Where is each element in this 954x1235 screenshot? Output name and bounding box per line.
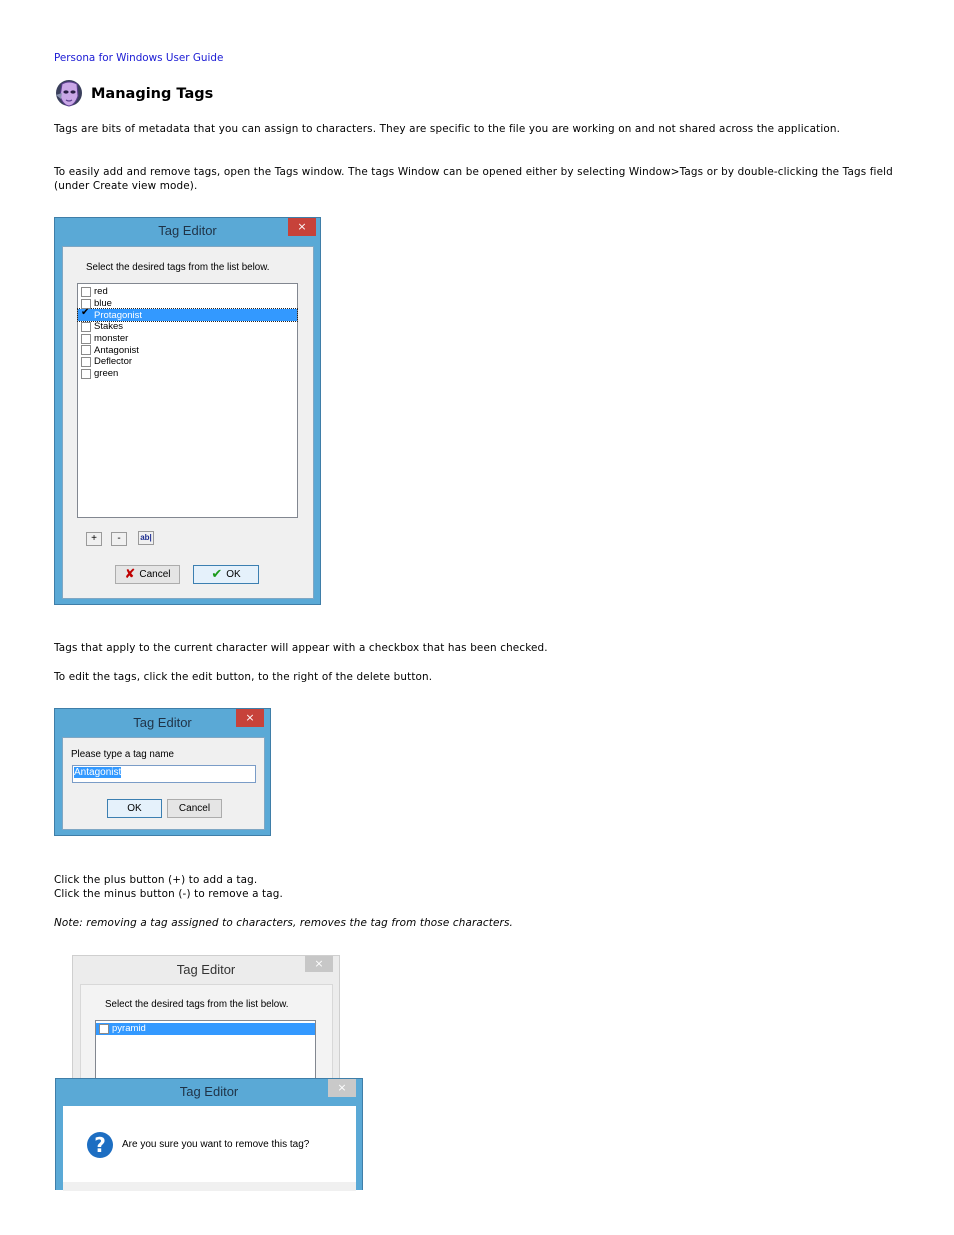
remove-tag-paragraph: Click the minus button (-) to remove a tag.: [54, 888, 284, 900]
cancel-button[interactable]: [167, 799, 222, 818]
tag-name-input[interactable]: [72, 765, 256, 783]
add-tag-paragraph: Click the plus button (+) to add a tag.: [54, 874, 258, 886]
dialog-instruction: Select the desired tags from the list below.: [105, 999, 289, 1010]
checkmark-icon: ✔: [211, 567, 223, 582]
tag-label: Deflector: [94, 356, 133, 368]
close-button[interactable]: ×: [305, 956, 333, 972]
tag-label: green: [94, 368, 119, 380]
close-button[interactable]: ×: [236, 709, 264, 727]
tag-checkbox[interactable]: [81, 287, 91, 297]
tag-item-monster[interactable]: [78, 333, 297, 345]
tag-checkbox[interactable]: [81, 369, 91, 379]
tag-name-dialog: [54, 708, 271, 836]
tag-checkbox[interactable]: [81, 334, 91, 344]
tag-item-blue[interactable]: [78, 298, 297, 310]
ok-label: OK: [127, 803, 142, 814]
tag-label: blue: [94, 298, 112, 310]
tag-item-red[interactable]: [78, 286, 297, 298]
tag-list[interactable]: [77, 283, 298, 518]
tag-checkbox[interactable]: [81, 357, 91, 367]
tag-label: monster: [94, 333, 129, 345]
tag-item-deflector[interactable]: [78, 356, 297, 368]
ok-label: OK: [226, 569, 241, 580]
dialog-client: [62, 246, 314, 599]
checked-tags-paragraph: Tags that apply to the current character will appear with a checkbox that has been checked.: [54, 642, 548, 654]
confirm-remove-dialog: [55, 1078, 363, 1190]
tag-name-prompt: Please type a tag name: [71, 749, 174, 760]
dialog-instruction: Select the desired tags from the list below.: [86, 262, 270, 273]
dialog-title: Tag Editor: [176, 962, 236, 977]
tag-editor-dialog: [54, 217, 321, 605]
confirm-message: Are you sure you want to remove this tag?: [122, 1139, 310, 1150]
question-icon: ?: [87, 1132, 113, 1158]
edit-tags-paragraph: To edit the tags, click the edit button, to the right of the delete button.: [54, 671, 433, 683]
tag-label: Protagonist: [94, 309, 143, 321]
add-tag-button[interactable]: +: [86, 532, 102, 546]
dialog-title: Tag Editor: [158, 223, 217, 238]
intro-paragraph: Tags are bits of metadata that you can assign to characters. They are specific to the file you are working on and not shared across the application.: [54, 123, 841, 135]
dialog-footer: [63, 1182, 356, 1191]
cancel-label: Cancel: [139, 569, 171, 580]
note-paragraph: Note: removing a tag assigned to characters, removes the tag from those characters.: [54, 917, 513, 929]
remove-tag-button[interactable]: -: [111, 532, 127, 546]
tag-label: red: [94, 286, 108, 298]
tag-checkbox[interactable]: [99, 1024, 109, 1034]
edit-tag-button[interactable]: ab|: [138, 531, 154, 545]
tag-label: Antagonist: [94, 344, 139, 356]
tag-checkbox[interactable]: [81, 345, 91, 355]
dialog-title: Tag Editor: [133, 715, 192, 730]
guide-link[interactable]: Persona for Windows User Guide: [54, 52, 224, 64]
close-button[interactable]: ×: [288, 218, 316, 236]
cancel-label: Cancel: [178, 803, 211, 814]
close-button[interactable]: ×: [328, 1079, 356, 1097]
tag-checkbox-checked[interactable]: [81, 310, 91, 320]
tag-name-value: Antagonist: [74, 767, 122, 778]
open-tags-paragraph: To easily add and remove tags, open the Tags window. The tags Window can be opened either by selecting Window>Tags or by double-clicking the Tags field (under Create view mode).: [54, 166, 893, 192]
page-heading: [54, 78, 213, 109]
ok-button[interactable]: [193, 565, 259, 584]
dialog-title: Tag Editor: [179, 1084, 239, 1099]
page-title: Managing Tags: [91, 85, 214, 102]
tag-item-pyramid[interactable]: [96, 1023, 315, 1035]
cancel-x-icon: ✘: [124, 567, 136, 582]
persona-mask-icon: [54, 78, 85, 109]
dialog-client: [63, 1106, 356, 1182]
tag-label: pyramid: [112, 1023, 146, 1035]
tag-item-green[interactable]: [78, 368, 297, 380]
tag-item-stakes[interactable]: [78, 321, 297, 333]
tag-item-antagonist[interactable]: [78, 344, 297, 356]
tag-label: Stakes: [94, 321, 124, 333]
tag-checkbox[interactable]: [81, 322, 91, 332]
tag-editor-dialog-inactive: [72, 955, 340, 1095]
ok-button[interactable]: [107, 799, 162, 818]
tag-item-protagonist[interactable]: [78, 309, 297, 321]
cancel-button[interactable]: [115, 565, 180, 584]
dialog-client: [62, 737, 265, 830]
